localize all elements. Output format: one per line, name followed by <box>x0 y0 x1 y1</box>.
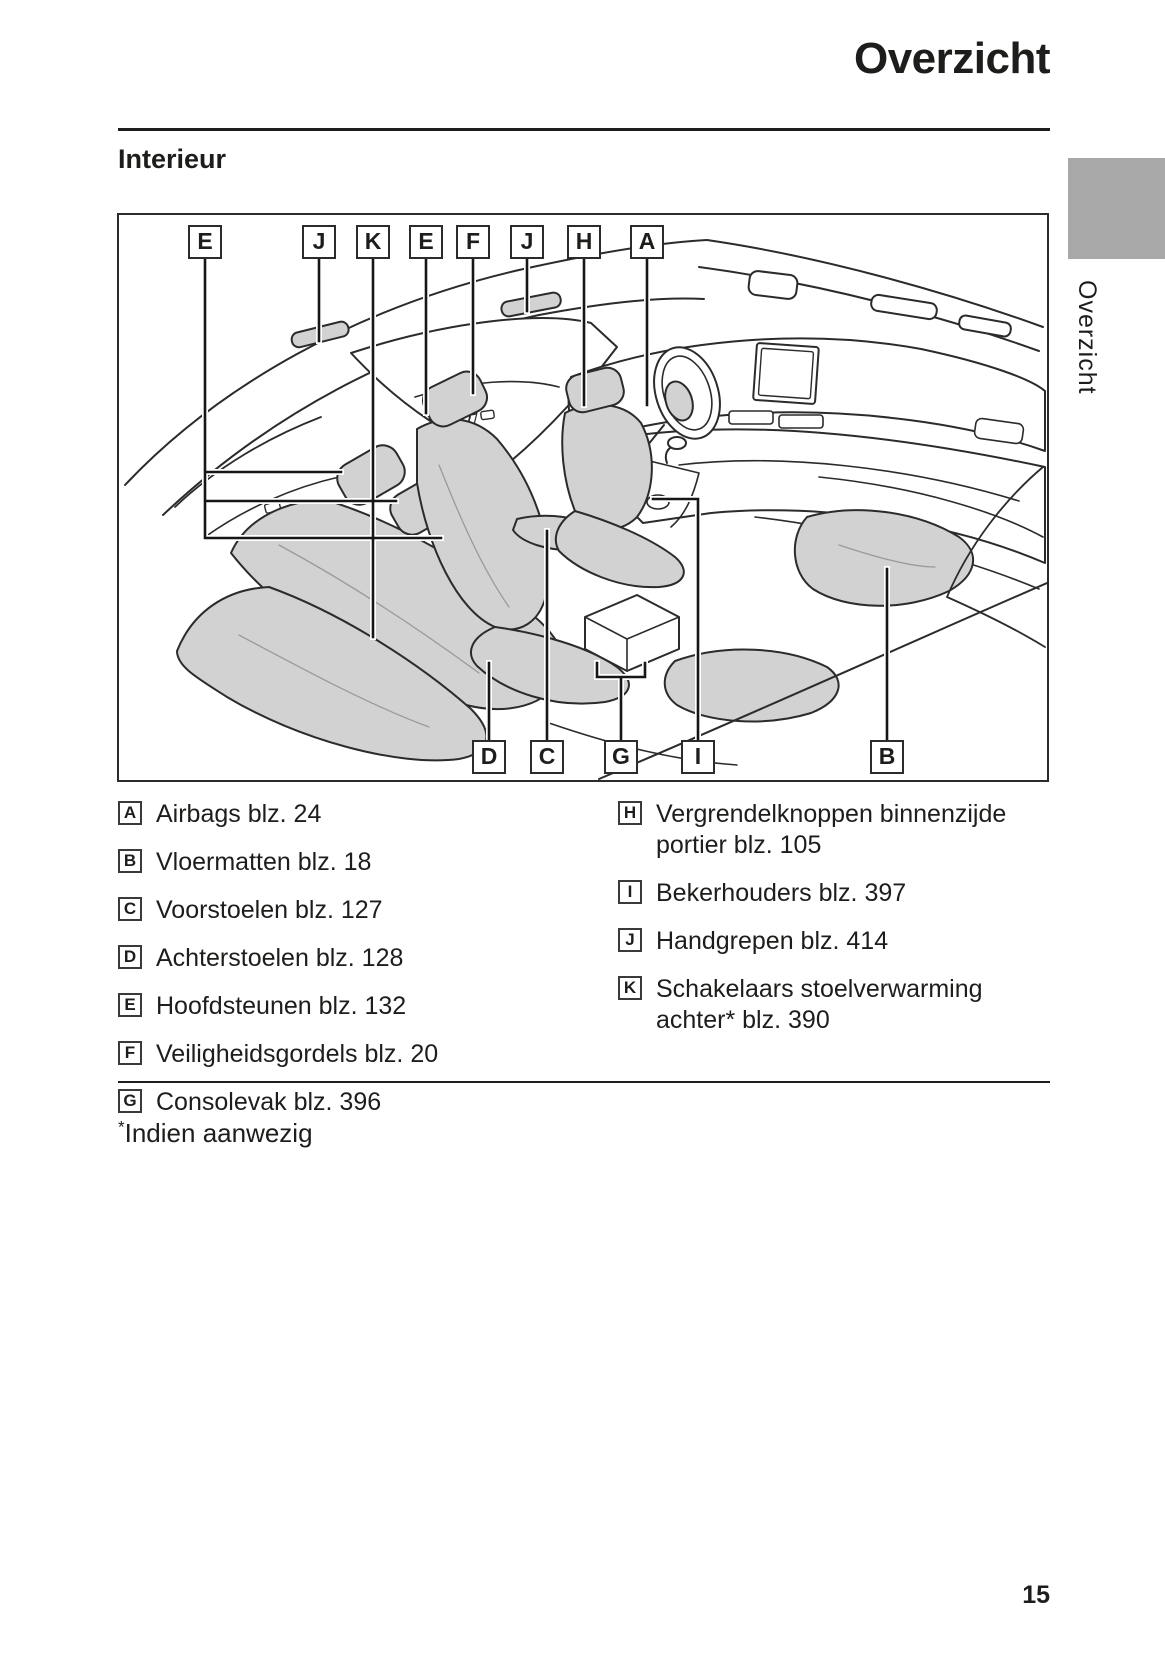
legend-item-vergrendelknoppen <box>618 799 1018 861</box>
legend-label-voorstoelen: Voorstoelen blz. 127 <box>156 896 383 924</box>
infotainment-screen <box>753 343 819 404</box>
legend-key-c: C <box>118 897 142 921</box>
legend-key-f: F <box>118 1041 142 1065</box>
callout-top-k-heater: K <box>356 225 390 259</box>
legend-key-h: H <box>618 801 642 825</box>
callout-top-j-rear-handle: J <box>302 225 336 259</box>
legend-item-airbags <box>118 799 588 830</box>
legend-label-bekerhouders: Bekerhouders blz. 397 <box>656 879 907 907</box>
legend-item-voorstoelen <box>118 895 588 926</box>
legend-label-airbags: Airbags blz. 24 <box>156 800 322 828</box>
legend-item-consolevak <box>118 1087 588 1118</box>
callout-bottom-i-cupholders: I <box>681 740 715 774</box>
legend-label-veiligheidsgordels: Veiligheidsgordels blz. 20 <box>156 1040 439 1068</box>
legend-key-b: B <box>118 849 142 873</box>
callout-bottom-d-rear-seat: D <box>472 740 506 774</box>
legend-item-veiligheidsgordels <box>118 1039 588 1070</box>
legend-label-vloermatten: Vloermatten blz. 18 <box>156 848 372 876</box>
callout-top-h-lock: H <box>567 225 601 259</box>
legend-item-stoelverwarming <box>618 974 1018 1036</box>
legend-label-consolevak: Consolevak blz. 396 <box>156 1088 382 1116</box>
callout-top-e-front: E <box>409 225 443 259</box>
rearview-mirror <box>748 270 799 300</box>
legend-left-column <box>118 799 588 1135</box>
side-tab-label: Overzicht <box>1073 280 1101 395</box>
legend-item-achterstoelen <box>118 943 588 974</box>
car-interior-line-art <box>119 215 1047 780</box>
legend-key-j: J <box>618 928 642 952</box>
chapter-tab-marker <box>1068 158 1165 259</box>
legend-key-k: K <box>618 976 642 1000</box>
legend-label-achterstoelen: Achterstoelen blz. 128 <box>156 944 404 972</box>
page-number: 15 <box>1022 1581 1050 1609</box>
callout-top-f-seatbelt: F <box>456 225 490 259</box>
callout-bottom-b-floor-mat: B <box>870 740 904 774</box>
legend-item-handgrepen <box>618 926 1018 957</box>
legend-key-a: A <box>118 801 142 825</box>
legend-key-g: G <box>118 1089 142 1113</box>
callout-bottom-g-console: G <box>604 740 638 774</box>
legend-right-column <box>618 799 1018 1053</box>
legend-label-vergrendelknoppen: Vergrendelknoppen binnenzijde portier blz. 105 <box>656 800 1007 859</box>
legend-bottom-rule <box>118 1081 1050 1083</box>
sun-visor <box>870 294 938 320</box>
footnote-marker: * <box>118 1117 125 1137</box>
legend-item-hoofdsteunen <box>118 991 588 1022</box>
footnote <box>118 1118 313 1149</box>
sun-visor-2 <box>958 315 1012 338</box>
footnote-text: Indien aanwezig <box>124 1118 313 1148</box>
section-heading: Interieur <box>118 144 227 174</box>
legend-label-hoofdsteunen: Hoofdsteunen blz. 132 <box>156 992 407 1020</box>
callout-top-a-airbag: A <box>630 225 664 259</box>
callout-bottom-c-front-seat: C <box>530 740 564 774</box>
grab-handle-front <box>500 291 562 317</box>
interior-diagram <box>117 213 1049 782</box>
legend-key-i: I <box>618 880 642 904</box>
legend-label-handgrepen: Handgrepen blz. 414 <box>656 927 889 955</box>
legend-key-d: D <box>118 945 142 969</box>
legend-item-vloermatten <box>118 847 588 878</box>
title-rule <box>118 128 1050 131</box>
legend-key-e: E <box>118 993 142 1017</box>
legend-item-bekerhouders <box>618 878 1018 909</box>
page-title: Overzicht <box>853 34 1050 83</box>
callout-top-j-front-handle: J <box>510 225 544 259</box>
legend-label-stoelverwarming: Schakelaars stoelverwarming achter* blz. 390 <box>656 975 983 1034</box>
floor-mats <box>665 510 973 721</box>
callout-top-e-headrests: E <box>188 225 222 259</box>
